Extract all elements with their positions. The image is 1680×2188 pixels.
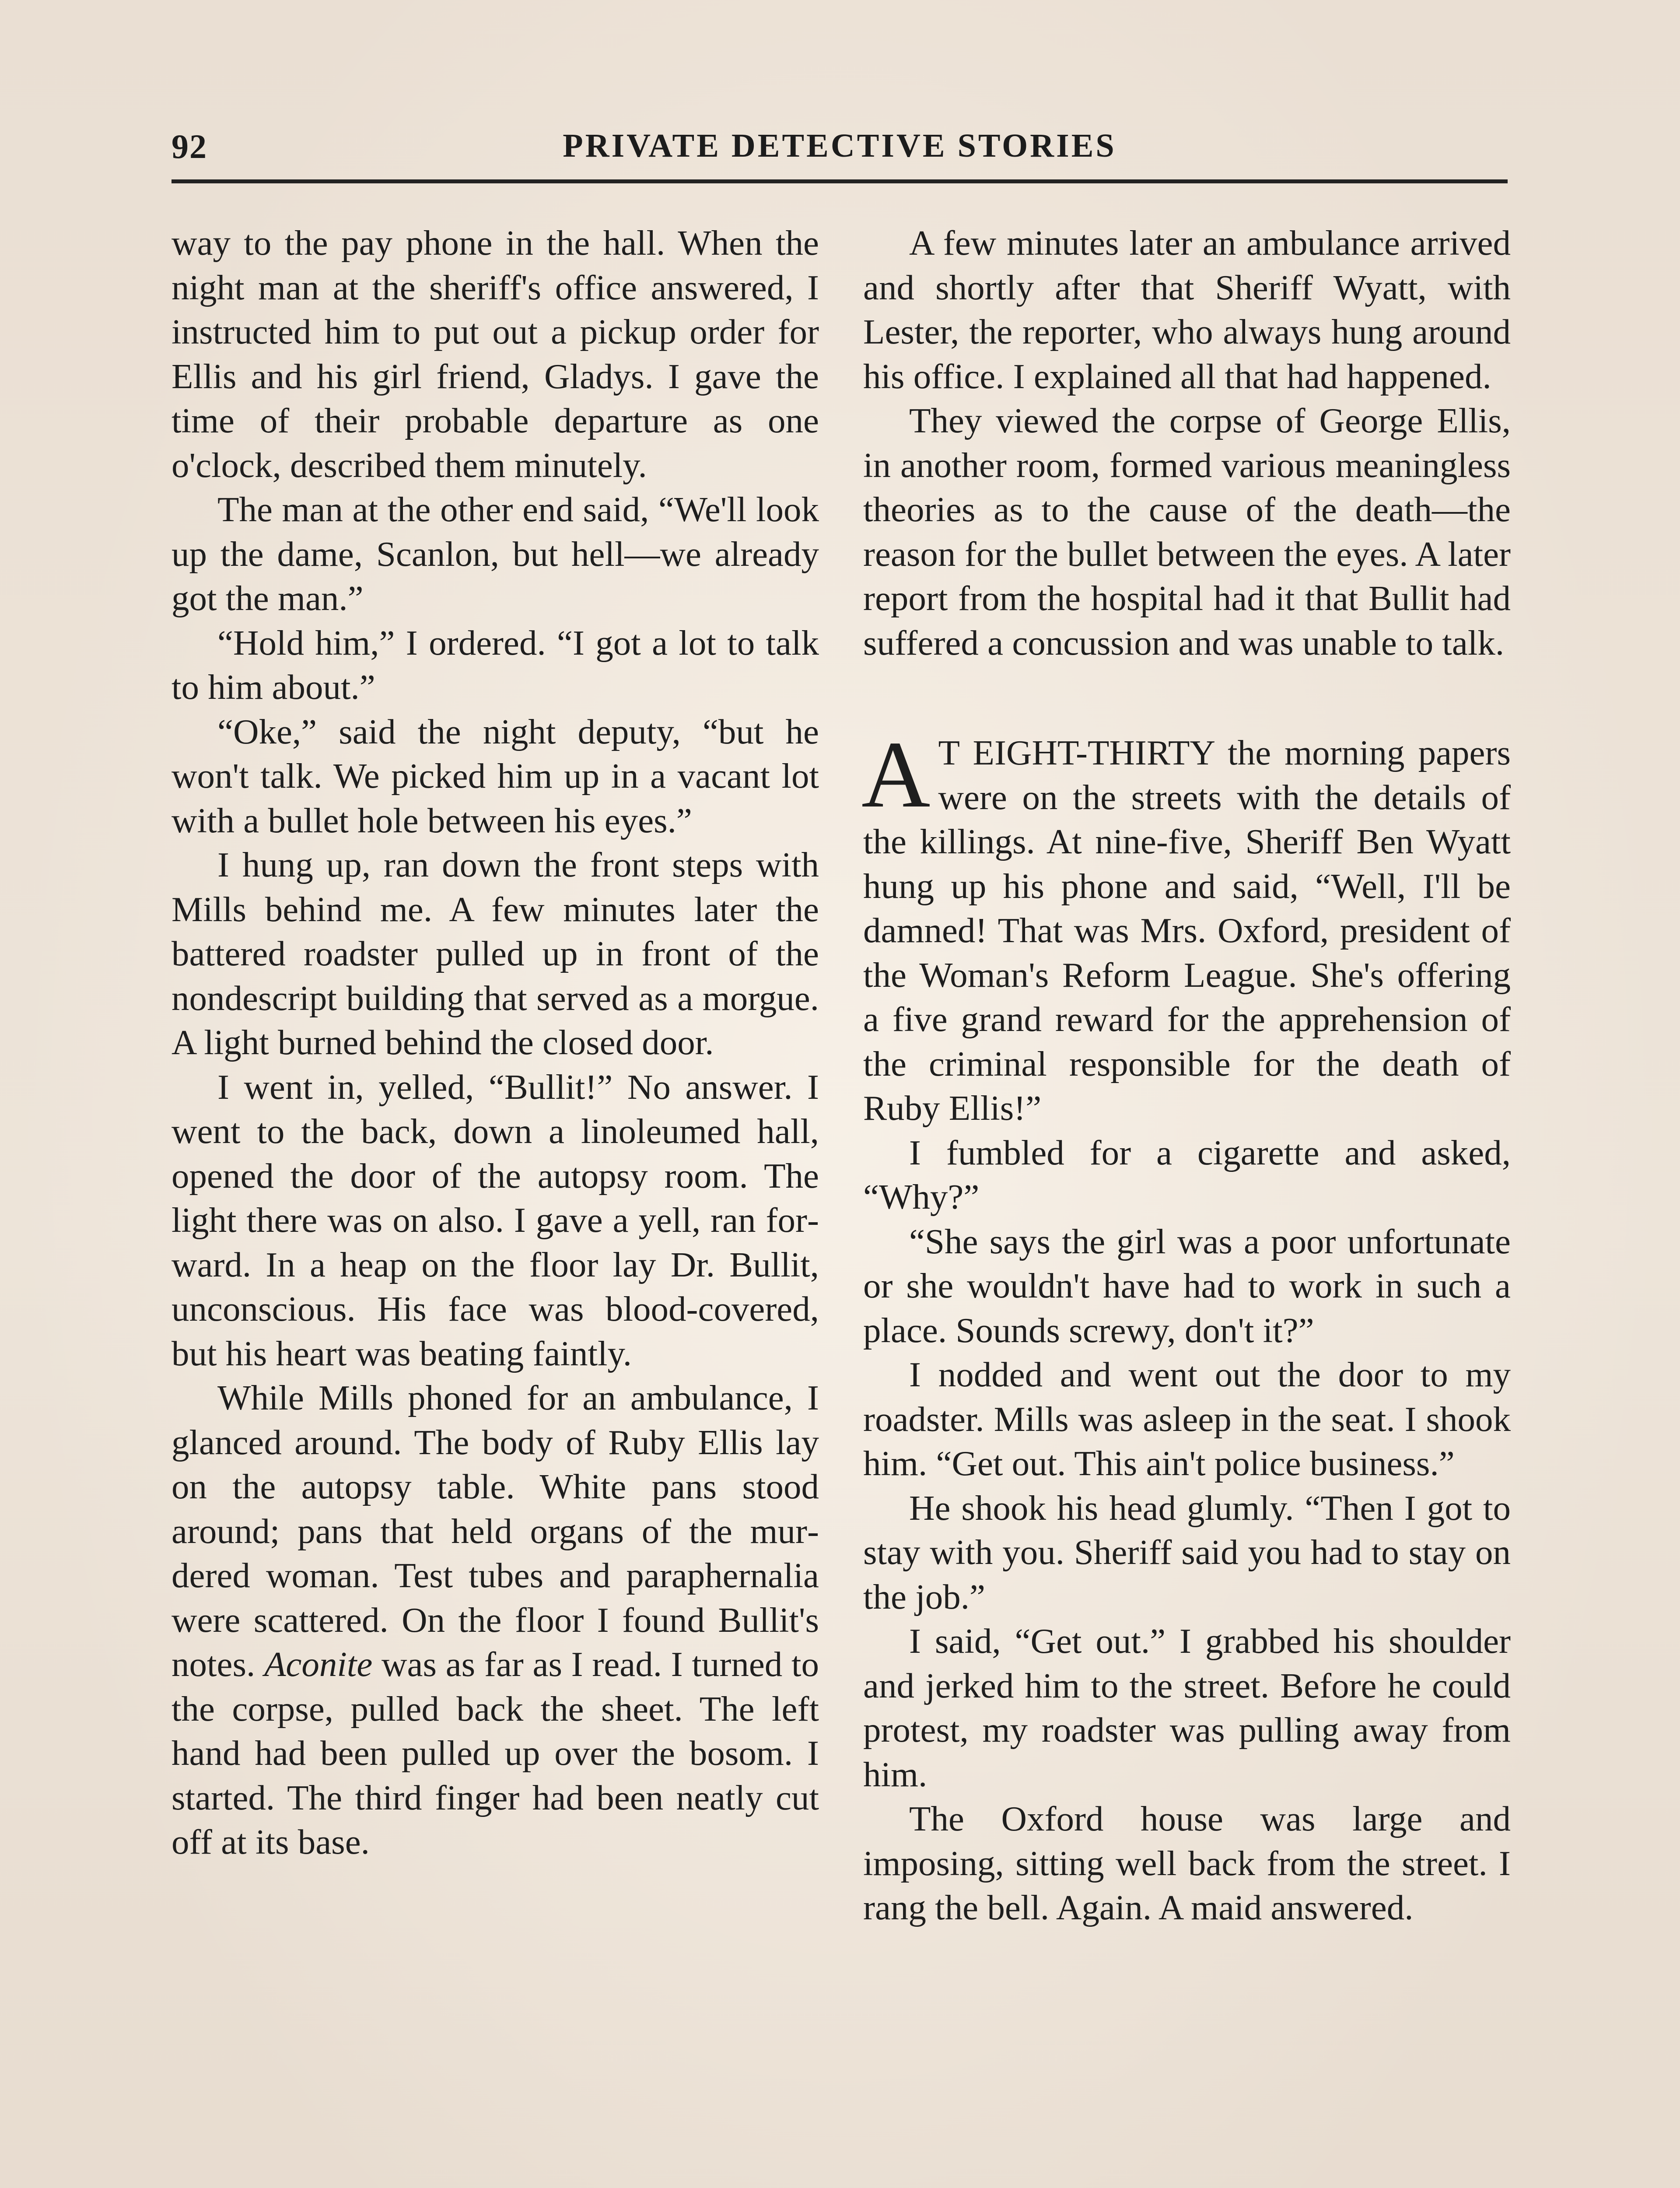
paragraph: I nodded and went out the door to my roadster. Mills was asleep in the seat. I shook him. “Get out. This ain't police business.” [863, 1355, 1511, 1483]
paragraph-text: the morning papers were on the streets with the details of the killings. At nine-five, Sheriff Ben Wyatt hung up his phone and said, “Well, I'll be damned! That was Mrs. Oxford, president of the Woman's Reform League. She's offering a five grand reward for the apprehension of the criminal responsible for the death of Ruby Ellis!” [863, 733, 1511, 1128]
italic-word: Aconite [264, 1645, 373, 1684]
paragraph: “Oke,” said the night deputy, “but he won't talk. We picked him up in a vacant lot with a bullet hole between his eyes.” [172, 712, 819, 840]
paragraph: I said, “Get out.” I grabbed his shoulder and jerked him to the street. Before he could protest, my roadster was pulling away from him. [863, 1621, 1511, 1794]
paragraph: A few minutes later an ambulance arrived and shortly after that Sheriff Wyatt, with Lester, the reporter, who always hung around his office. I explained all that had happened. [863, 223, 1511, 396]
paragraph: The Oxford house was large and imposing, sitting well back from the street. I rang the bell. Again. A maid answered. [863, 1799, 1511, 1927]
paragraph-text: While Mills phoned for an ambulance, I glanced around. The body of Ruby Ellis lay on the autopsy table. White pans stood around; pans that held organs of the murdered woman. Test tubes and paraphernalia were scattered. On the floor I found Bullit's notes. [172, 1378, 819, 1684]
paragraph [172, 1376, 819, 1865]
paragraph-text: was as far as I read. I turned to the corpse, pulled back the sheet. The left hand had been pulled up over the bosom. I started. The third finger had been neatly cut off at its base. [172, 1645, 819, 1862]
page-number: 92 [172, 127, 207, 165]
caps-lead-in: T EIGHT-THIRTY [938, 733, 1214, 772]
paragraph: They viewed the corpse of George Ellis, in another room, formed various meaningless theories as to the cause of the death—the reason for the bullet between the eyes. A later report from the hospital had it that Bullit had suffered a concussion and was unable to talk. [863, 401, 1511, 663]
section-opening-paragraph [861, 722, 1511, 1131]
magazine-title: PRIVATE DETECTIVE STORIES [563, 127, 1116, 164]
left-column [172, 221, 819, 1865]
paragraph: The man at the other end said, “We'll look up the dame, Scanlon, but hell—we already got the man.” [172, 490, 819, 618]
drop-cap: A [861, 722, 931, 828]
paragraph: “Hold him,” I ordered. “I got a lot to talk to him about.” [172, 623, 819, 707]
running-head [172, 118, 1508, 183]
paragraph: I went in, yelled, “Bullit!” No answer. I went to the back, down a linoleumed hall, opened the door of the autopsy room. The light there was on also. I gave a yell, ran forward. In a heap on the floor lay Dr. Bullit, unconscious. His face was blood-covered, but his heart was beating faintly. [172, 1067, 819, 1373]
paragraph: I fumbled for a cigarette and asked, “Why?” [863, 1133, 1511, 1217]
paragraph: “She says the girl was a poor unfortunate or she wouldn't have had to work in such a place. Sounds screwy, don't it?” [863, 1221, 1511, 1350]
paragraph: I hung up, ran down the front steps with Mills behind me. A few minutes later the battered roadster pulled up in front of the nondescript building that served as a morgue. A light burned behind the closed door. [172, 845, 819, 1062]
paragraph: He shook his head glumly. “Then I got to stay with you. Sheriff said you had to stay on the job.” [863, 1488, 1511, 1616]
right-column [863, 221, 1511, 1930]
paragraph: way to the pay phone in the hall. When the night man at the sheriff's office answered, I instructed him to put out a pickup order for Ellis and his girl friend, Gladys. I gave the time of their probable departure as one o'clock, described them minutely. [172, 223, 819, 485]
